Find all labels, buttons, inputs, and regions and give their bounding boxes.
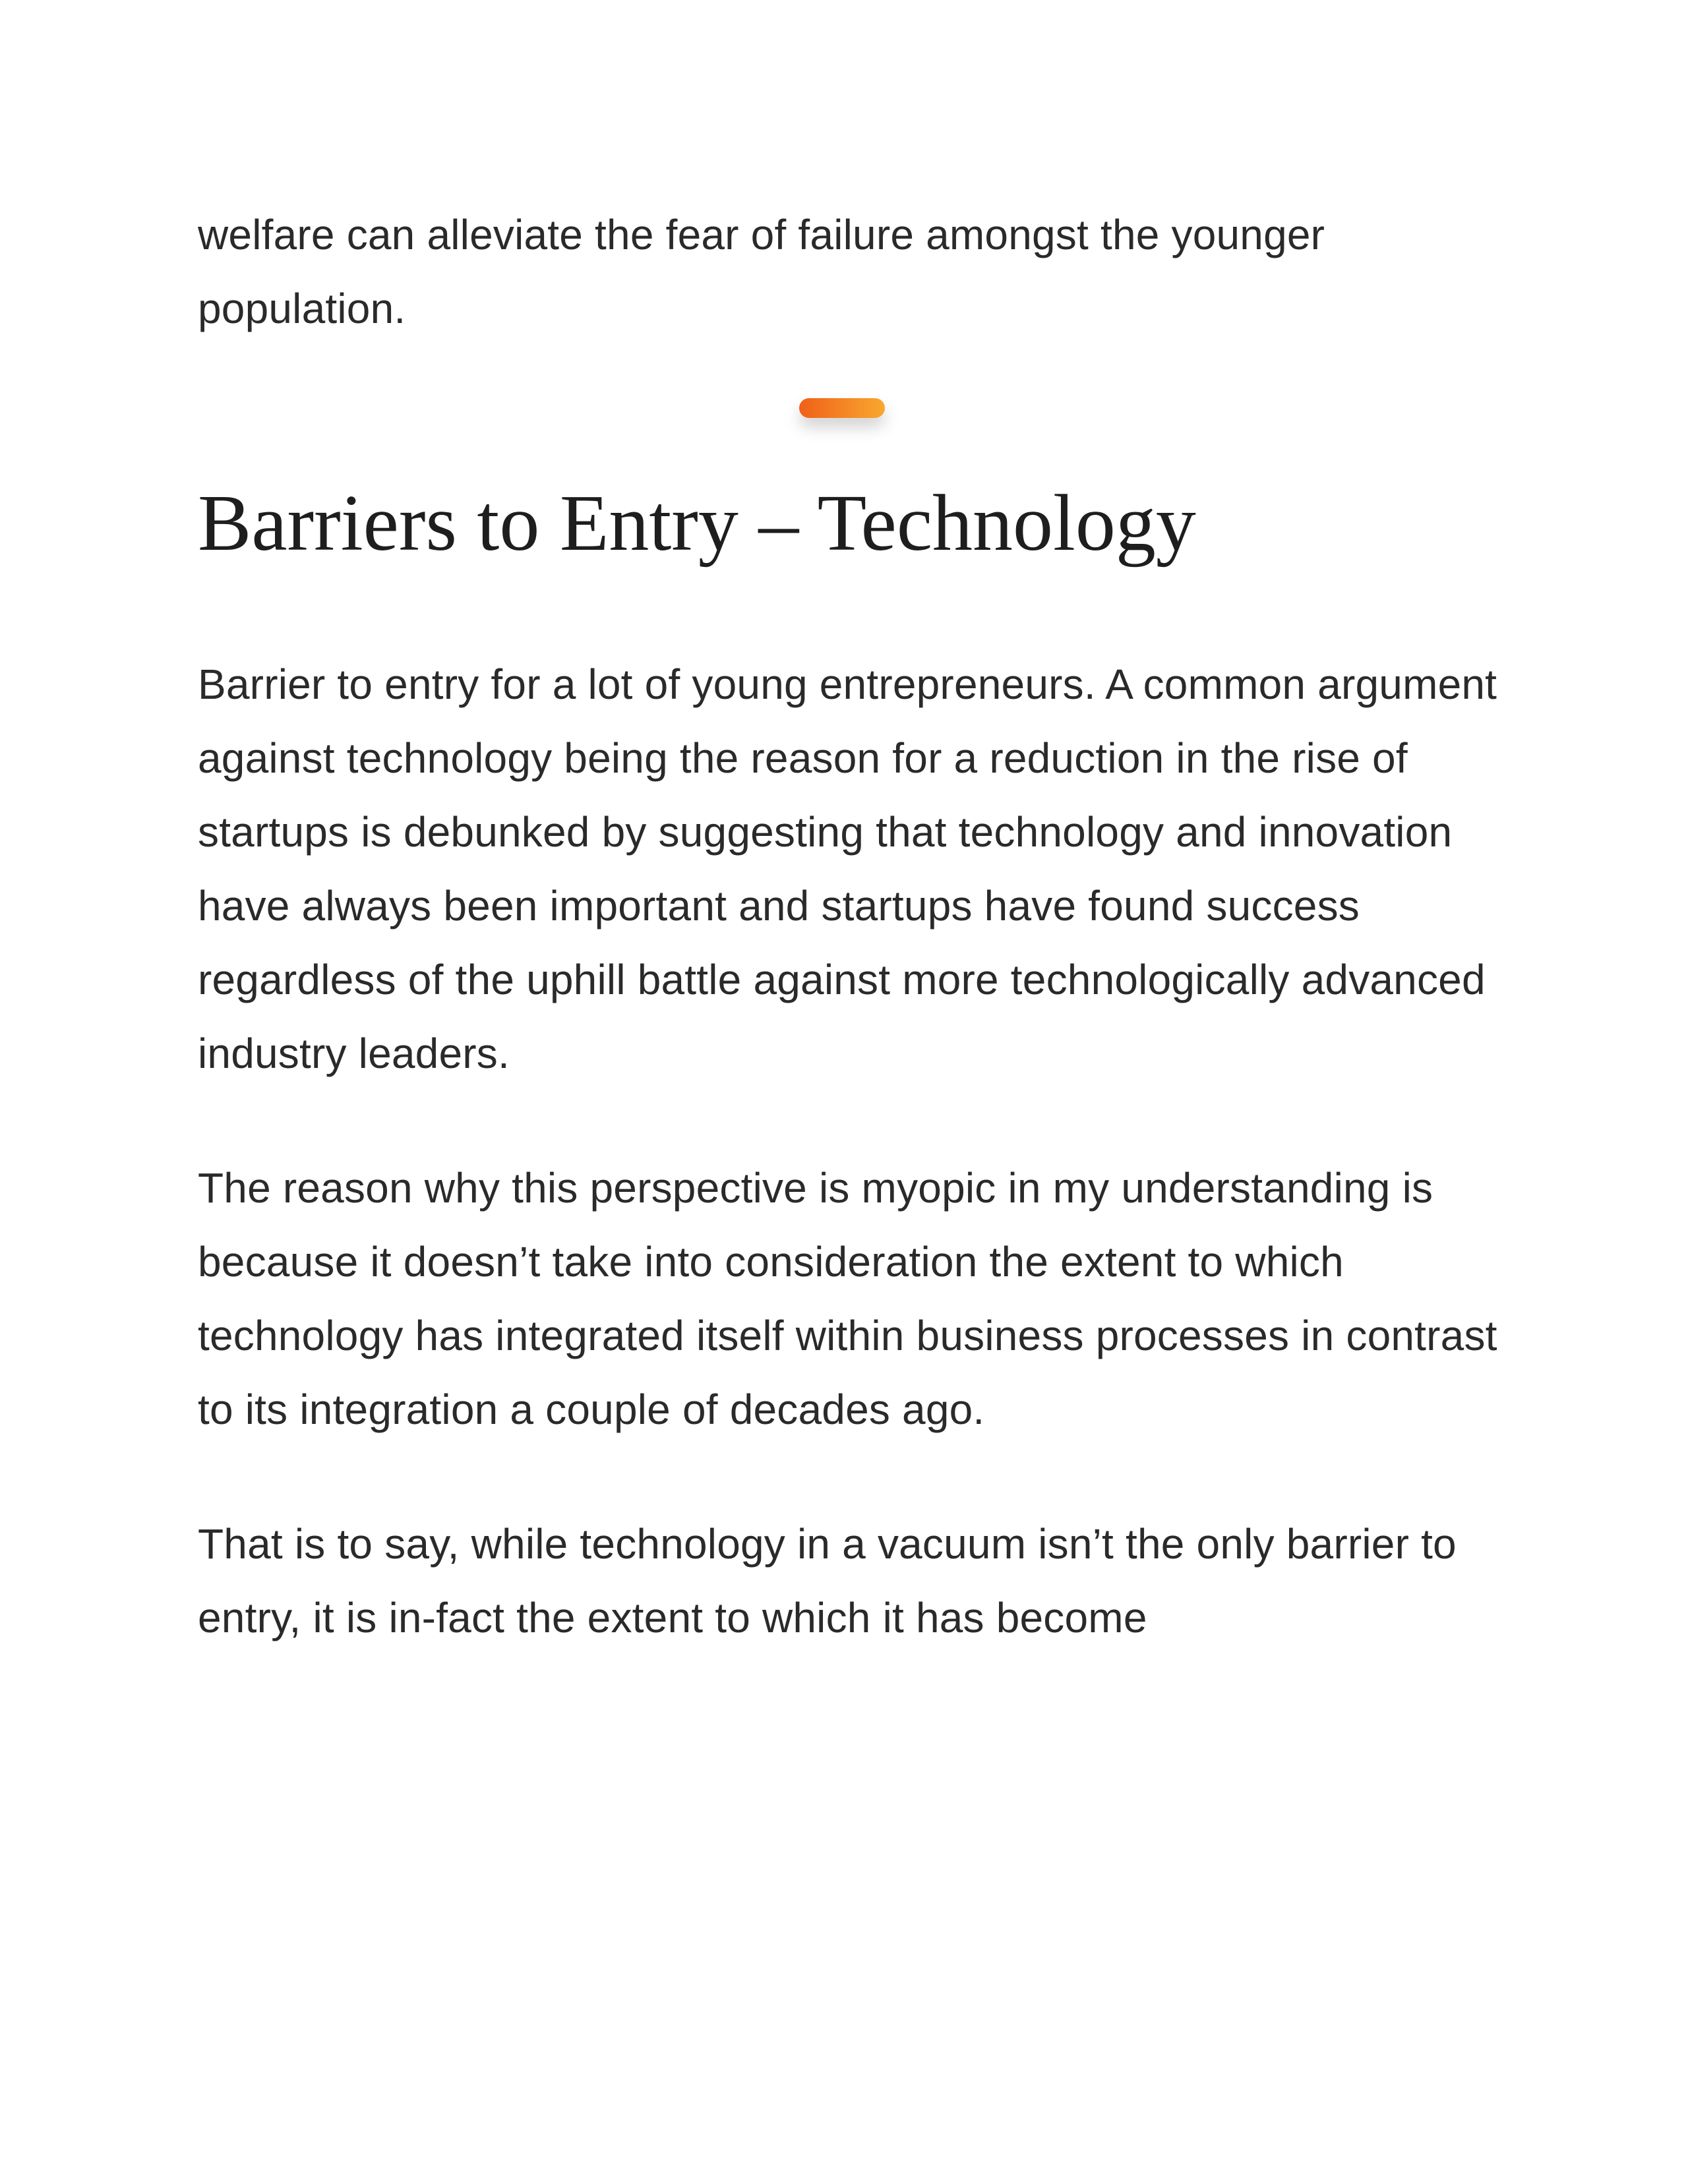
article-body — [198, 198, 1503, 1655]
intro-paragraph: welfare can alleviate the fear of failure amongst the younger population. — [198, 211, 1325, 332]
paragraph-2: The reason why this perspective is myopic in my understanding is because it doesn’t take into consideration the extent to which technology has integrated itself within business processes in contrast to its integration a couple of decades ago. — [198, 1164, 1497, 1433]
section-divider-container — [198, 345, 1503, 477]
paragraph-3: That is to say, while technology in a vacuum isn’t the only barrier to entry, it is in-fact the extent to which it has become — [198, 1520, 1457, 1641]
section-heading: Barriers to Entry – Technology — [198, 479, 1196, 568]
section-divider — [799, 398, 885, 418]
paragraph-1: Barrier to entry for a lot of young entrepreneurs. A common argument against technology being the reason for a reduction in the rise of startups is debunked by suggesting that technology and innovation have always been important and startups have found success regardless of the uphill battle against more technologically advanced industry leaders. — [198, 661, 1497, 1077]
